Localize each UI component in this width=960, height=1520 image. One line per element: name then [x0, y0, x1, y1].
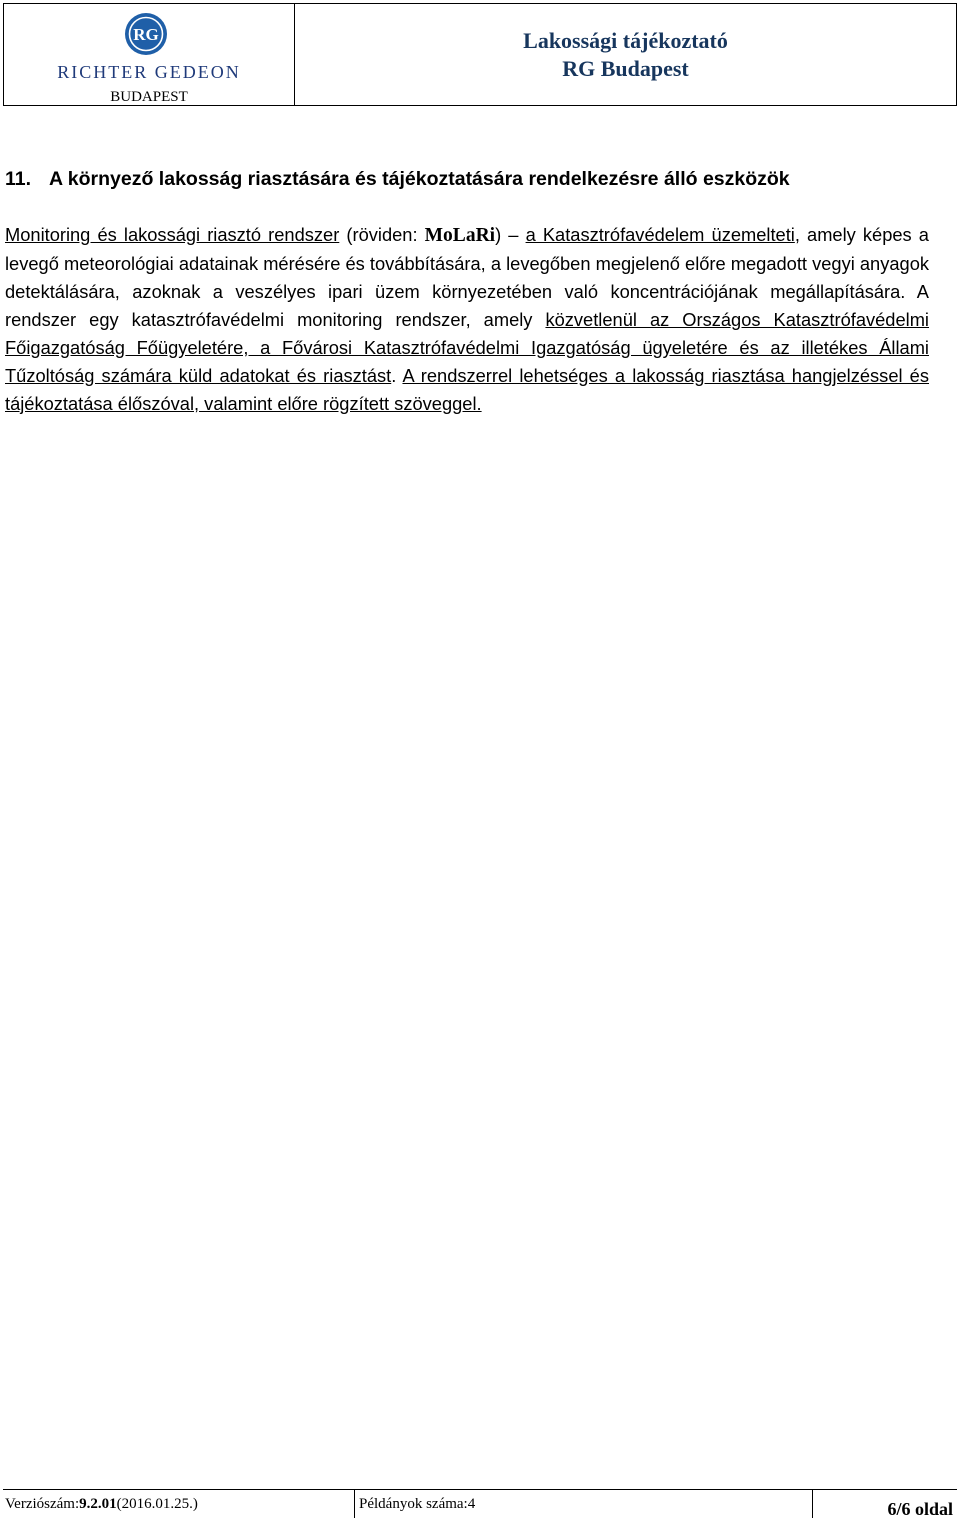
logo-cell [4, 4, 295, 105]
version-label: Verziószám: [5, 1495, 80, 1512]
text-plain: , amely képes a levegő meteorológiai adatainak mérésére és továbbítására, a levegőben megjelenő előre megadott vegyi anyagok detektálására, azoknak a veszélyes ipari üzem környezetében való koncentrációjának megállapítására. A rendszer egy katasztrófavédelmi monitoring rendszer, amely [5, 224, 929, 330]
text-underlined-system-name: Monitoring és lakossági riasztó rendszer [5, 224, 340, 245]
text-underlined-operator: a Katasztrófavédelem üzemelteti [525, 224, 795, 245]
text-plain: . [391, 365, 403, 386]
text-underlined-recipients: közvetlenül az Országos Katasztrófavédelmi Főigazgatóság Főügyeletére, a Fővárosi Katasztrófavédelmi Igazgatóság ügyeletére és az illetékes Állami Tűzoltóság számára küld adatokat és riasztást [5, 309, 929, 386]
text-plain: ) – [495, 224, 526, 245]
page-header [3, 3, 957, 106]
body-paragraph [5, 221, 929, 418]
section-heading [5, 166, 935, 192]
version-number: 9.2.01 [79, 1495, 117, 1512]
version-date: (2016.01.25.) [116, 1495, 198, 1512]
header-title-cell [295, 4, 956, 105]
footer-version [3, 1490, 355, 1518]
richter-gedeon-logo-icon [124, 12, 168, 56]
document-title: Lakossági tájékoztató [523, 27, 728, 53]
document-subtitle: RG Budapest [562, 55, 689, 81]
copies-label: Példányok száma: [359, 1495, 468, 1512]
logo-company-name: RICHTER GEDEON [57, 62, 241, 82]
footer-page-number: 6/6 oldal [887, 1498, 953, 1519]
footer-copies [355, 1490, 813, 1518]
text-underlined-alerting: A rendszerrel lehetséges a lakosság riasztása hangjelzéssel és tájékoztatása élőszóval, valamint előre rögzített szöveggel. [5, 365, 929, 414]
section-number: 11. [5, 168, 32, 190]
copies-value: 4 [467, 1495, 476, 1512]
page-footer [3, 1489, 957, 1518]
logo-city: BUDAPEST [110, 89, 188, 105]
text-bold-acronym: MoLaRi [424, 225, 496, 246]
text-plain: (röviden: [339, 224, 425, 245]
logo-monogram: RG [133, 25, 159, 44]
section-title: A környező lakosság riasztására és tájékoztatására rendelkezésre álló eszközök [49, 168, 790, 190]
